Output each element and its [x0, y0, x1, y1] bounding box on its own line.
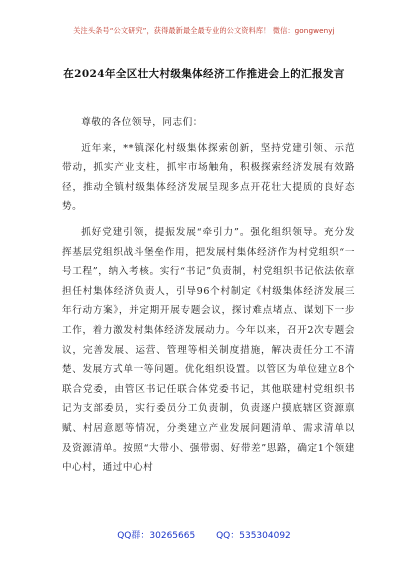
footer-qq: QQ：535304092 [216, 531, 291, 541]
promo-banner: 关注头条号“公文研究”，获得最新最全最专业的公文资料库！ 微信：gongwenyj [73, 26, 335, 35]
footer-contact [0, 528, 408, 541]
body-paragraph-1: 近年来，**镇深化村级集体探索创新，坚持党建引领、示范带动，抓实产业支柱，抓牢市场触角，积极探索经济发展有效路径，推动全镇村级集体经济发展呈现多点开花壮大提质的良好态势。 [62, 142, 355, 213]
document-body [62, 113, 355, 478]
document-title: 在2024年全区壮大村级集体经济工作推进会上的汇报发言 [63, 68, 345, 80]
salutation: 尊敬的各位领导，同志们： [81, 117, 203, 128]
footer-qq-group: QQ群：30265665 [117, 531, 196, 541]
body-paragraph-2: 抓好党建引领，提振发展“牵引力”。强化组织领导。充分发挥基层党组织战斗堡垒作用，把发展村集体经济作为村党组织“一号工程”，纳入考核。实行“书记”负责制，村党组织书记依法依章担任村集体经济负责人，引导96个村制定《村级集体经济发展三年行动方案》，并定期开展专题会议，探讨难点堵点、谋划下一步工作，着力激发村集体经济发展动力。今年以来，召开2次专题会议，完善发展、运营、管理等相关制度措施，解决责任分工不清楚、发展方式单一等问题。优化组织设置。以管区为单位建立8个联合党委，由管区书记任联合体党委书记，其他联建村党组织书记为支部委员，实行委员分工负责制，负责逐户摸底辖区资源禀赋、村居意愿等情况，分类建立产业发展问题清单、需求清单以及资源清单。按照“大带小、强带弱、好带差”思路，确定1个领建中心村，通过中心村 [62, 226, 355, 474]
